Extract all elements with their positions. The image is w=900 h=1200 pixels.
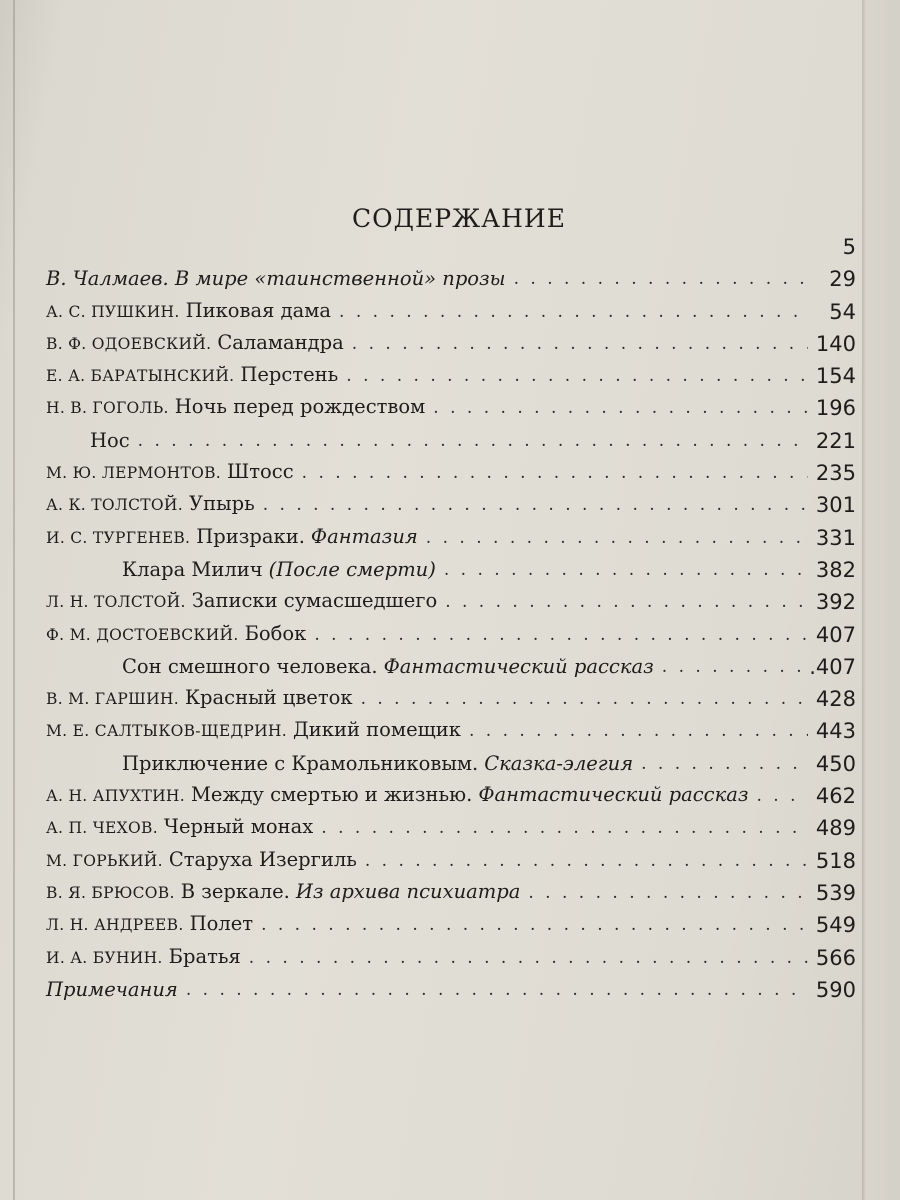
toc-entry-title bbox=[90, 428, 130, 454]
toc-entry-title bbox=[46, 362, 338, 389]
dot-leader bbox=[361, 685, 808, 711]
toc-author: А. Н. АПУХТИН. bbox=[46, 787, 185, 806]
toc-subtitle: Из архива психиатра bbox=[295, 879, 521, 903]
page-number: 235 bbox=[815, 461, 856, 486]
toc-entry bbox=[46, 357, 856, 389]
toc-entry bbox=[46, 874, 856, 906]
toc-work: Бобок bbox=[244, 621, 307, 645]
page-number: 489 bbox=[815, 816, 856, 841]
dot-leader bbox=[339, 298, 810, 324]
page-number: 428 bbox=[815, 687, 856, 712]
toc-work: В зеркале. bbox=[180, 879, 290, 903]
toc-work: Штосс bbox=[227, 460, 294, 484]
dot-leader bbox=[302, 459, 808, 485]
toc-entry bbox=[46, 680, 856, 712]
toc-title: СОДЕРЖАНИЕ bbox=[352, 204, 566, 233]
toc-entry-title bbox=[46, 330, 344, 357]
dot-leader bbox=[186, 976, 808, 1002]
toc-work: В. Чалмаев. В мире «таинственной» прозы bbox=[46, 267, 506, 291]
toc-entry bbox=[46, 325, 856, 357]
toc-author: А. К. ТОЛСТОЙ. bbox=[46, 496, 183, 515]
toc-work: Примечания bbox=[46, 977, 178, 1001]
toc-subtitle: Фантастический рассказ bbox=[478, 783, 749, 807]
page-number: 331 bbox=[815, 525, 856, 550]
toc-work: Клара Милич bbox=[122, 557, 263, 581]
toc-entry-title bbox=[122, 557, 436, 583]
page-number: 382 bbox=[815, 557, 856, 582]
dot-leader bbox=[365, 847, 808, 873]
dot-leader bbox=[514, 265, 810, 291]
toc-work: Саламандра bbox=[217, 330, 344, 354]
toc-entry bbox=[46, 615, 856, 647]
toc-author: Л. Н. АНДРЕЕВ. bbox=[46, 916, 184, 935]
dot-leader bbox=[662, 653, 801, 679]
toc-entry-title bbox=[46, 298, 331, 325]
page-number: 539 bbox=[815, 880, 856, 905]
toc-work: Черный монах bbox=[163, 815, 314, 839]
toc-author: В. Ф. ОДОЕВСКИЙ. bbox=[46, 334, 212, 353]
toc-work: Записки сумасшедшего bbox=[191, 589, 438, 613]
toc-entry-title bbox=[46, 782, 749, 809]
toc-work: Пиковая дама bbox=[185, 298, 332, 322]
toc-entry-title bbox=[46, 977, 178, 1003]
toc-author: Ф. М. ДОСТОЕВСКИЙ. bbox=[46, 625, 239, 644]
toc-entry-title bbox=[46, 944, 241, 971]
toc-author: А. С. ПУШКИН. bbox=[46, 302, 180, 321]
toc-subtitle: (После смерти) bbox=[268, 557, 436, 581]
toc-work: Братья bbox=[168, 944, 241, 968]
page-number: 518 bbox=[815, 848, 856, 873]
next-page-edge bbox=[862, 0, 900, 1200]
toc-entry-title bbox=[46, 621, 306, 648]
dot-leader bbox=[426, 524, 808, 550]
toc-work: Сон смешного человека. bbox=[122, 654, 378, 678]
toc-entry bbox=[46, 486, 856, 518]
toc-entry bbox=[46, 292, 856, 324]
toc-entry-title bbox=[46, 588, 437, 615]
toc-author: Л. Н. ТОЛСТОЙ. bbox=[46, 593, 186, 612]
toc-entry bbox=[46, 744, 856, 776]
dot-leader bbox=[314, 621, 808, 647]
toc-work: Перстень bbox=[240, 363, 339, 387]
toc-subtitle: Фантастический рассказ bbox=[383, 654, 654, 678]
toc-work: Призраки. bbox=[196, 524, 305, 548]
toc-entry-title bbox=[46, 814, 313, 841]
toc-work: Между смертью и жизнью. bbox=[190, 783, 473, 807]
dot-leader bbox=[433, 394, 808, 420]
dot-leader bbox=[352, 330, 808, 356]
dot-leader bbox=[757, 782, 808, 808]
toc-entries bbox=[46, 260, 856, 1003]
toc-subtitle: Сказка-элегия bbox=[484, 751, 634, 775]
toc-entry bbox=[46, 389, 856, 421]
toc-author: И. С. ТУРГЕНЕВ. bbox=[46, 528, 191, 547]
page-number: 462 bbox=[815, 784, 856, 809]
page-number: 54 bbox=[829, 299, 856, 324]
table-of-contents bbox=[46, 200, 856, 1003]
toc-entry bbox=[46, 971, 856, 1003]
toc-subtitle: Фантазия bbox=[310, 524, 418, 548]
toc-work: Приключение с Крамольниковым. bbox=[122, 751, 479, 775]
toc-entry bbox=[46, 260, 856, 292]
toc-work: Красный цветок bbox=[184, 686, 353, 710]
toc-author: М. Ю. ЛЕРМОНТОВ. bbox=[46, 464, 222, 483]
toc-entry bbox=[46, 809, 856, 841]
toc-author: В. Я. БРЮСОВ. bbox=[46, 883, 175, 902]
toc-author: Е. А. БАРАТЫНСКИЙ. bbox=[46, 367, 235, 386]
page-number: 549 bbox=[815, 913, 856, 938]
dot-leader bbox=[249, 944, 808, 970]
toc-entry-title bbox=[46, 459, 294, 486]
dot-leader bbox=[138, 427, 808, 453]
toc-author: А. П. ЧЕХОВ. bbox=[46, 819, 158, 838]
toc-entry bbox=[46, 777, 856, 809]
toc-entry-title bbox=[122, 654, 654, 680]
dot-leader bbox=[528, 879, 808, 905]
page-number: 221 bbox=[815, 428, 856, 453]
toc-entry bbox=[46, 551, 856, 583]
toc-entry-title bbox=[46, 266, 506, 292]
page-number: 140 bbox=[815, 331, 856, 356]
page-number: 196 bbox=[815, 396, 856, 421]
toc-entry-title bbox=[46, 394, 425, 421]
page-number: 590 bbox=[815, 977, 856, 1002]
toc-entry-title bbox=[46, 491, 255, 518]
toc-entry-title bbox=[46, 524, 418, 551]
toc-entry-title bbox=[46, 879, 520, 906]
toc-entry bbox=[46, 583, 856, 615]
toc-entry-title bbox=[46, 685, 353, 712]
dot-leader bbox=[261, 911, 808, 937]
toc-first-page bbox=[46, 235, 856, 260]
dot-leader bbox=[263, 491, 808, 517]
page-fold bbox=[13, 0, 15, 1200]
dot-leader bbox=[445, 588, 808, 614]
toc-entry bbox=[46, 648, 856, 680]
toc-entry-title bbox=[46, 717, 461, 744]
toc-entry bbox=[46, 938, 856, 970]
page-number: 392 bbox=[815, 590, 856, 615]
page-number: 566 bbox=[815, 945, 856, 970]
toc-work: Ночь перед рождеством bbox=[174, 395, 426, 419]
toc-work: Полет bbox=[189, 912, 254, 936]
toc-entry bbox=[46, 518, 856, 550]
page-number: 5 bbox=[842, 235, 856, 259]
page-number: 443 bbox=[815, 719, 856, 744]
toc-entry bbox=[46, 454, 856, 486]
toc-entry-title bbox=[46, 911, 253, 938]
toc-entry bbox=[46, 421, 856, 453]
page-number: 301 bbox=[815, 493, 856, 518]
dot-leader bbox=[444, 556, 808, 582]
toc-work: Старуха Изергиль bbox=[168, 847, 357, 871]
toc-work: Дикий помещик bbox=[292, 718, 461, 742]
dot-leader bbox=[346, 362, 808, 388]
page-number: .407 bbox=[809, 654, 856, 679]
toc-work: Упырь bbox=[188, 492, 255, 516]
dot-leader bbox=[641, 750, 808, 776]
toc-entry bbox=[46, 906, 856, 938]
toc-author: М. ГОРЬКИЙ. bbox=[46, 851, 163, 870]
page-number: 29 bbox=[829, 267, 856, 292]
dot-leader bbox=[321, 814, 808, 840]
toc-author: М. Е. САЛТЫКОВ-ЩЕДРИН. bbox=[46, 722, 287, 741]
toc-author: В. М. ГАРШИН. bbox=[46, 690, 179, 709]
toc-author: Н. В. ГОГОЛЬ. bbox=[46, 399, 169, 418]
toc-entry-title bbox=[122, 751, 633, 777]
page-number: 154 bbox=[815, 364, 856, 389]
toc-entry bbox=[46, 841, 856, 873]
toc-entry-title bbox=[46, 847, 357, 874]
page-number: 407 bbox=[815, 622, 856, 647]
toc-work: Нос bbox=[90, 428, 130, 452]
toc-entry bbox=[46, 712, 856, 744]
dot-leader bbox=[469, 717, 808, 743]
page-number: 450 bbox=[815, 751, 856, 776]
toc-author: И. А. БУНИН. bbox=[46, 948, 163, 967]
